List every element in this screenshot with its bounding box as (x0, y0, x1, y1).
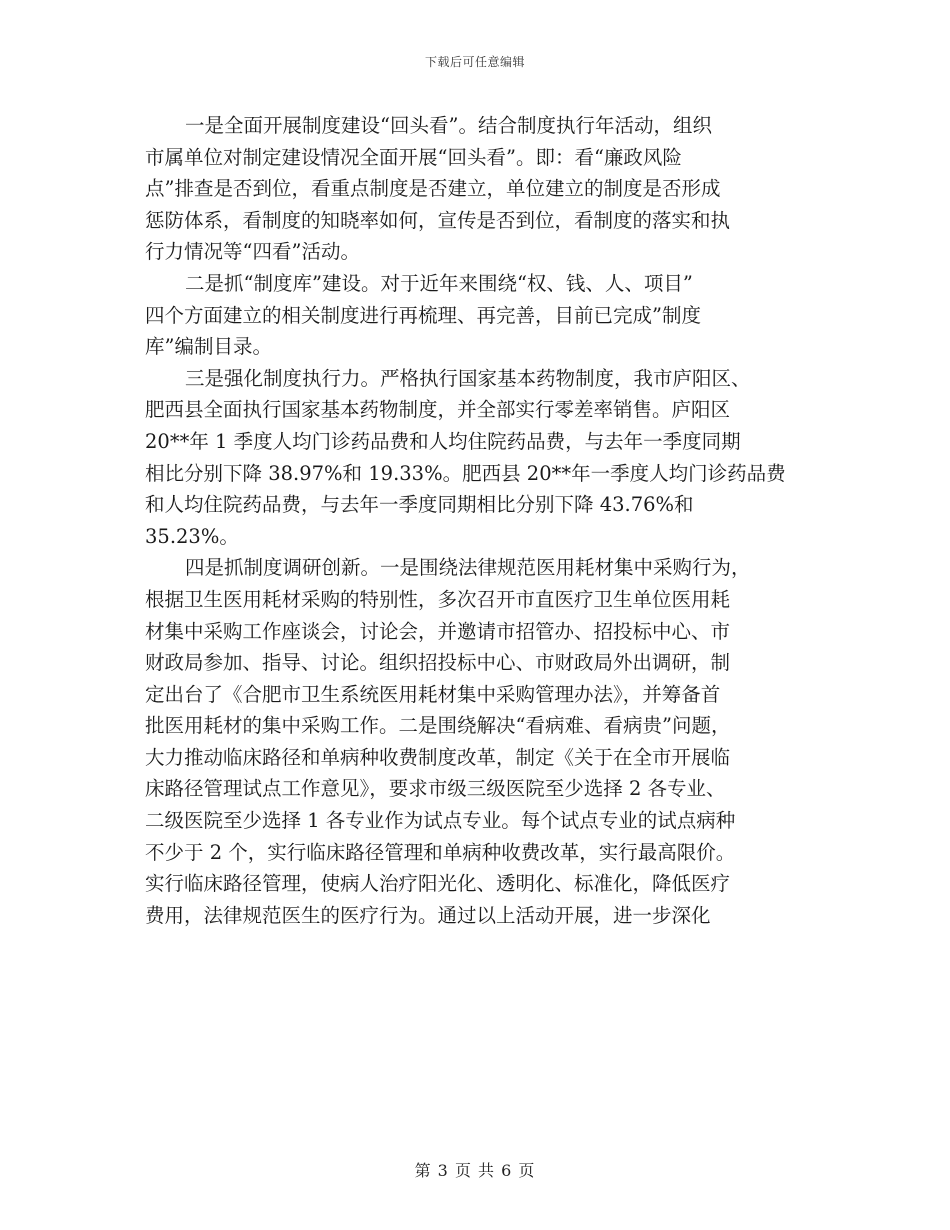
text-line: 四是抓制度调研创新。一是围绕法律规范医用耗材集中采购行为， (185, 556, 751, 580)
paragraph-1 (145, 110, 810, 268)
text-line: 材集中采购工作座谈会，讨论会，并邀请市招管办、招投标中心、市 (145, 619, 731, 643)
text-line: 财政局参加、指导、讨论。组织招投标中心、市财政局外出调研，制 (145, 651, 731, 675)
text-line: 批医用耗材的集中采购工作。二是围绕解决“看病难、看病贵”问题， (145, 714, 731, 738)
text-line: 床路径管理试点工作意见》，要求市级三级医院至少选择 2 各专业、 (145, 777, 726, 801)
text-line: 和人均住院药品费，与去年一季度同期相比分别下降 43.76%和 (145, 493, 694, 517)
text-line: 实行临床路径管理，使病人治疗阳光化、透明化、标准化，降低医疗 (145, 872, 731, 896)
text-line: 二是抓“制度库”建设。对于近年来围绕“权、钱、人、项目” (185, 271, 693, 295)
page-header: 下载后可任意编辑 (424, 55, 525, 69)
text-line: 35.23%。 (145, 524, 239, 548)
paragraph-3 (145, 363, 810, 553)
text-line: 点”排查是否到位，看重点制度是否建立，单位建立的制度是否形成 (145, 177, 721, 201)
text-line: 惩防体系，看制度的知晓率如何，宣传是否到位，看制度的落实和执 (145, 208, 731, 232)
page-footer: 第 3 页 共 6 页 (414, 1161, 536, 1180)
text-line: 一是全面开展制度建设“回头看”。结合制度执行年活动，组织 (185, 114, 712, 137)
text-line: 大力推动临床路径和单病种收费制度改革，制定《关于在全市开展临 (145, 745, 731, 769)
text-line: 相比分别下降 38.97%和 19.33%。肥西县 20**年一季度人均门诊药品费 (145, 461, 786, 485)
text-line: 20**年 1 季度人均门诊药品费和人均住院药品费，与去年一季度同期 (145, 429, 741, 453)
text-line: 根据卫生医用耗材采购的特别性，多次召开市直医疗卫生单位医用耗 (145, 587, 731, 611)
text-line: 不少于 2 个，实行临床路径管理和单病种收费改革，实行最高限价。 (145, 840, 736, 864)
text-line: 定出台了《合肥市卫生系统医用耗材集中采购管理办法》，并筹备首 (145, 682, 721, 706)
text-line: 费用，法律规范医生的医疗行为。通过以上活动开展，进一步深化 (145, 903, 711, 927)
text-line: 三是强化制度执行力。严格执行国家基本药物制度，我市庐阳区、 (185, 366, 751, 390)
paragraph-2 (145, 268, 810, 363)
text-line: 四个方面建立的相关制度进行再梳理、再完善，目前已完成”制度 (145, 303, 701, 327)
paragraph-4 (145, 552, 810, 931)
text-line: 肥西县全面执行国家基本药物制度，并全部实行零差率销售。庐阳区 (145, 398, 731, 422)
text-line: 市属单位对制定建设情况全面开展“回头看”。即：看“廉政风险 (145, 145, 682, 169)
text-line: 库”编制目录。 (145, 335, 272, 359)
text-line: 行力情况等“四看”活动。 (145, 240, 360, 264)
document-body (145, 110, 810, 931)
text-line: 二级医院至少选择 1 各专业作为试点专业。每个试点专业的试点病种 (145, 809, 736, 833)
